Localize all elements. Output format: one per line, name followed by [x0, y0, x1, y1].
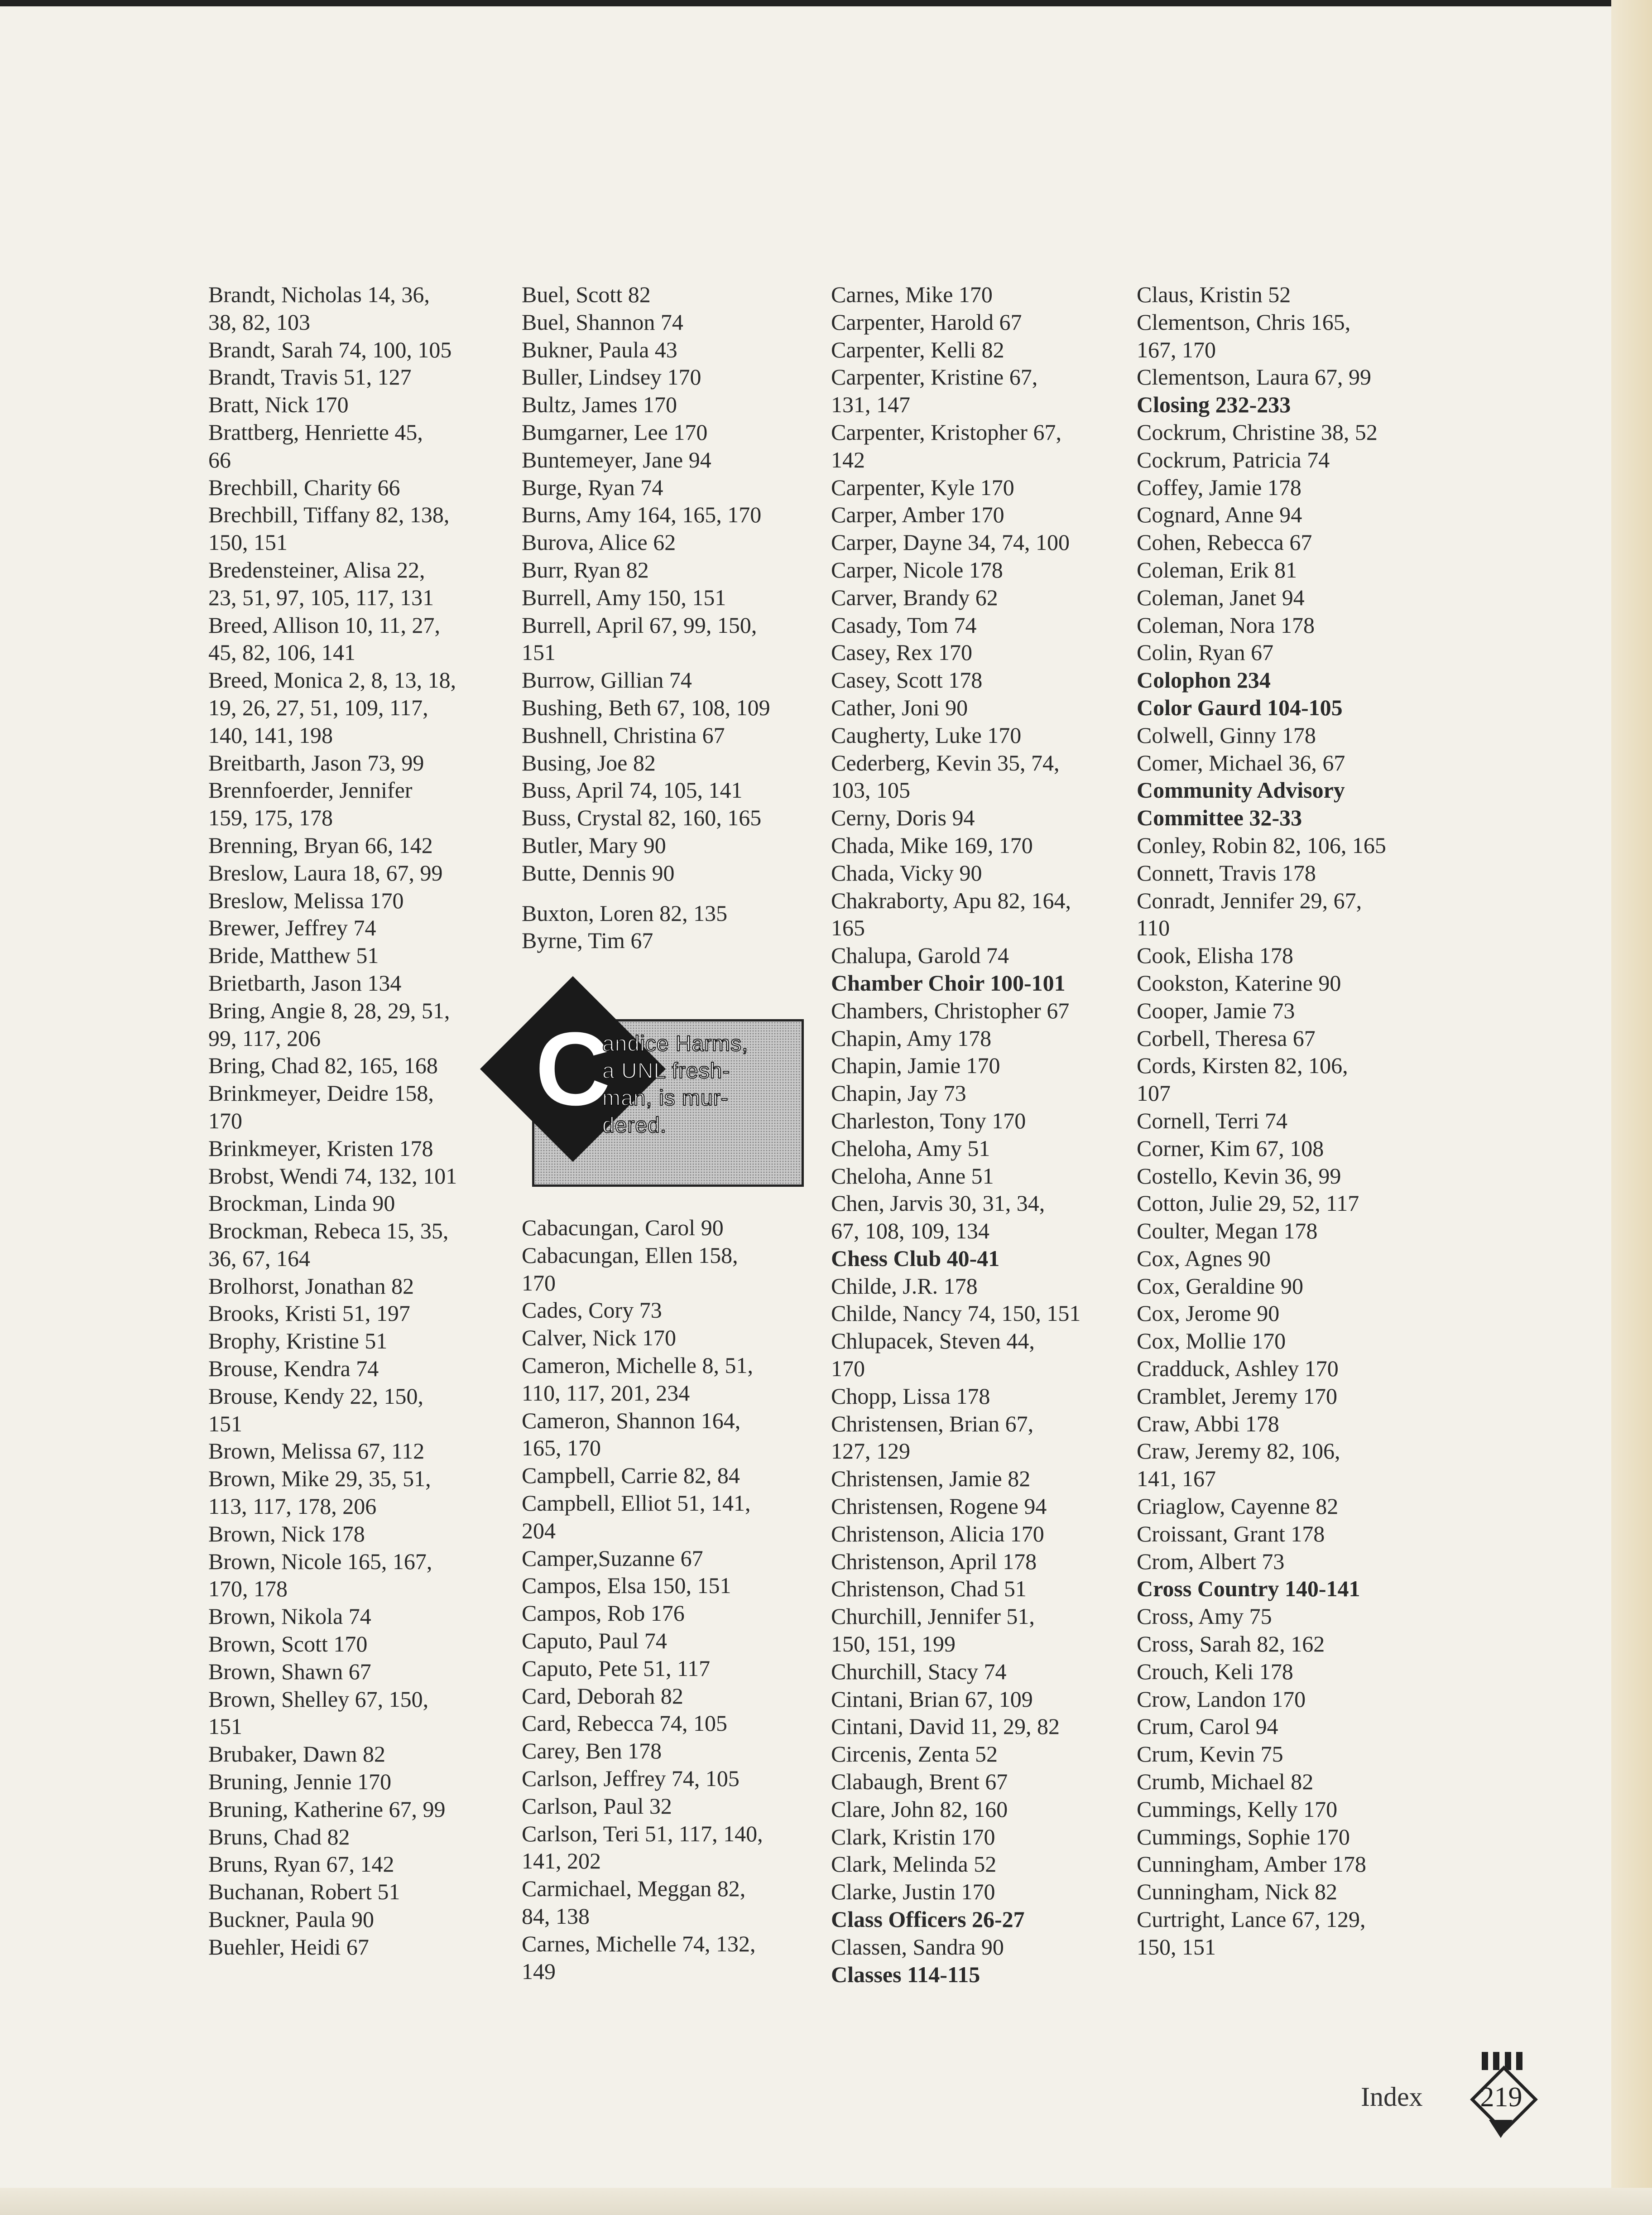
index-entry: Brobst, Wendi 74, 132, 101 [208, 1163, 457, 1189]
index-entry: 170 [522, 1270, 556, 1295]
index-entry: Bushnell, Christina 67 [522, 722, 725, 748]
index-entry: Cradduck, Ashley 170 [1137, 1356, 1339, 1382]
index-entry: Carlson, Jeffrey 74, 105 [522, 1765, 740, 1791]
index-column-1 [208, 281, 498, 1961]
index-entry: Bruning, Katherine 67, 99 [208, 1796, 446, 1822]
index-entry: Bultz, James 170 [522, 392, 677, 418]
index-entry: Brouse, Kendra 74 [208, 1356, 379, 1382]
index-entry: Carnes, Mike 170 [831, 282, 993, 307]
index-entry: Bratt, Nick 170 [208, 392, 349, 418]
index-entry: Burova, Alice 62 [522, 530, 676, 555]
index-entry: Burrow, Gillian 74 [522, 667, 692, 693]
index-entry: Coleman, Janet 94 [1137, 584, 1305, 610]
index-entry: 141, 167 [1137, 1466, 1216, 1492]
index-entry: Cockrum, Christine 38, 52 [1137, 419, 1378, 445]
index-entry: 19, 26, 27, 51, 109, 117, [208, 694, 428, 720]
index-entry: 150, 151, 199 [831, 1631, 956, 1657]
page-number-badge [1467, 2052, 1535, 2143]
index-entry: Cockrum, Patricia 74 [1137, 447, 1330, 472]
index-entry: Christensen, Jamie 82 [831, 1466, 1031, 1492]
index-entry: Casady, Tom 74 [831, 612, 977, 638]
index-entry: Corbell, Theresa 67 [1137, 1025, 1316, 1051]
index-entry: 151 [208, 1411, 242, 1436]
index-entry: Chambers, Christopher 67 [831, 997, 1070, 1023]
index-entry: Carey, Ben 178 [522, 1738, 662, 1764]
index-entry: Christenson, Chad 51 [831, 1576, 1027, 1602]
index-entry: Cunningham, Amber 178 [1137, 1851, 1366, 1877]
index-entry: Crouch, Keli 178 [1137, 1658, 1293, 1684]
index-entry: Brophy, Kristine 51 [208, 1328, 388, 1354]
index-entry: Carper, Nicole 178 [831, 557, 1003, 583]
index-entry: Criaglow, Cayenne 82 [1137, 1493, 1339, 1519]
index-entry: 142 [831, 447, 865, 472]
index-entry: Burr, Ryan 82 [522, 557, 649, 583]
index-entry: Circenis, Zenta 52 [831, 1741, 998, 1767]
index-entry: 150, 151 [208, 530, 288, 555]
index-entry: Burrell, April 67, 99, 150, [522, 612, 757, 638]
index-entry: Calver, Nick 170 [522, 1325, 676, 1351]
index-entry: 150, 151 [1137, 1934, 1216, 1960]
index-entry: Brolhorst, Jonathan 82 [208, 1273, 414, 1299]
index-column-2-lower [522, 1214, 812, 1985]
index-entry: Brouse, Kendy 22, 150, [208, 1383, 423, 1409]
index-entry: 131, 147 [831, 392, 910, 418]
index-entry: Brandt, Nicholas 14, 36, [208, 282, 430, 307]
index-entry: Cintani, David 11, 29, 82 [831, 1714, 1060, 1739]
index-entry: Cook, Elisha 178 [1137, 943, 1293, 968]
index-entry: Breitbarth, Jason 73, 99 [208, 750, 424, 775]
index-entry: Conley, Robin 82, 106, 165 [1137, 832, 1386, 858]
index-entry: Caugherty, Luke 170 [831, 722, 1022, 748]
index-entry: Chess Club 40-41 [831, 1245, 1000, 1271]
index-entry: Coleman, Nora 178 [1137, 612, 1315, 638]
index-entry: Caputo, Pete 51, 117 [522, 1655, 711, 1681]
index-entry: Croissant, Grant 178 [1137, 1521, 1325, 1546]
index-entry: Breed, Monica 2, 8, 13, 18, [208, 667, 456, 693]
index-entry: 204 [522, 1517, 556, 1543]
index-entry: Carlson, Paul 32 [522, 1793, 672, 1819]
index-entry: 140, 141, 198 [208, 722, 333, 748]
index-entry: Chalupa, Garold 74 [831, 943, 1009, 968]
index-entry: 151 [208, 1714, 242, 1739]
index-entry: Cox, Jerome 90 [1137, 1300, 1280, 1326]
index-entry: Busing, Joe 82 [522, 750, 656, 775]
index-entry: Brattberg, Henriette 45, [208, 419, 423, 445]
index-entry: Brenning, Bryan 66, 142 [208, 832, 433, 858]
index-entry: Chamber Choir 100-101 [831, 970, 1066, 996]
index-entry: Breslow, Melissa 170 [208, 887, 404, 913]
index-entry: 110, 117, 201, 234 [522, 1380, 690, 1406]
index-entry: Carlson, Teri 51, 117, 140, [522, 1820, 763, 1846]
index-entry: 84, 138 [522, 1903, 590, 1929]
index-entry: 103, 105 [831, 777, 910, 803]
index-entry: 99, 117, 206 [208, 1025, 321, 1051]
index-entry: Carpenter, Kristine 67, [831, 364, 1038, 390]
footer-section-label: Index [1361, 2082, 1423, 2112]
index-entry: Committee 32-33 [1137, 805, 1302, 831]
index-entry: Brooks, Kristi 51, 197 [208, 1300, 410, 1326]
index-entry: Corner, Kim 67, 108 [1137, 1135, 1324, 1161]
index-entry: 45, 82, 106, 141 [208, 640, 355, 665]
index-entry: Cameron, Michelle 8, 51, [522, 1352, 753, 1378]
index-entry: Burrell, Amy 150, 151 [522, 584, 726, 610]
index-entry: Brandt, Sarah 74, 100, 105 [208, 337, 452, 362]
index-entry: Christensen, Brian 67, [831, 1411, 1034, 1436]
index-entry: Cornell, Terri 74 [1137, 1108, 1288, 1133]
index-entry: Camper,Suzanne 67 [522, 1545, 703, 1571]
index-entry: Brown, Melissa 67, 112 [208, 1438, 425, 1464]
index-entry: Color Gaurd 104-105 [1137, 694, 1343, 720]
index-entry: Cades, Cory 73 [522, 1297, 662, 1323]
index-entry: Burns, Amy 164, 165, 170 [522, 502, 762, 528]
index-entry: Chada, Vicky 90 [831, 860, 982, 886]
index-entry: Childe, Nancy 74, 150, 151 [831, 1300, 1081, 1326]
index-entry: Campos, Rob 176 [522, 1600, 685, 1626]
index-entry: Buehler, Heidi 67 [208, 1934, 369, 1960]
index-entry: Carpenter, Harold 67 [831, 309, 1022, 335]
index-entry: Crow, Landon 170 [1137, 1686, 1306, 1712]
index-entry: 67, 108, 109, 134 [831, 1218, 989, 1244]
index-entry: Cummings, Sophie 170 [1137, 1824, 1350, 1849]
index-entry: Cheloha, Amy 51 [831, 1135, 990, 1161]
index-entry: Bukner, Paula 43 [522, 337, 677, 362]
index-entry: 159, 175, 178 [208, 805, 333, 831]
index-entry: Crom, Albert 73 [1137, 1548, 1285, 1574]
page-number: 219 [1480, 2082, 1522, 2113]
index-entry: 170 [831, 1356, 865, 1382]
callout-line: andice Harms, [602, 1032, 749, 1056]
index-entry: Christenson, April 178 [831, 1548, 1037, 1574]
index-entry: Buller, Lindsey 170 [522, 364, 701, 390]
index-column-4 [1137, 281, 1426, 1961]
index-entry: Cramblet, Jeremy 170 [1137, 1383, 1337, 1409]
index-entry: Crum, Carol 94 [1137, 1714, 1278, 1739]
index-entry: Coulter, Megan 178 [1137, 1218, 1318, 1244]
callout-line: a UNL fresh- [602, 1059, 730, 1083]
index-entry: 151 [522, 640, 556, 665]
index-entry: Cotton, Julie 29, 52, 117 [1137, 1190, 1359, 1216]
index-entry: Brockman, Linda 90 [208, 1190, 395, 1216]
index-entry: Cederberg, Kevin 35, 74, [831, 750, 1060, 775]
index-entry: Clarke, Justin 170 [831, 1879, 995, 1905]
index-entry: Clare, John 82, 160 [831, 1796, 1008, 1822]
index-entry: Brown, Nicole 165, 167, [208, 1548, 432, 1574]
index-entry: Brinkmeyer, Deidre 158, [208, 1080, 434, 1106]
index-entry: Cerny, Doris 94 [831, 805, 975, 831]
index-entry: Clementson, Chris 165, [1137, 309, 1351, 335]
index-entry: 167, 170 [1137, 337, 1216, 362]
index-entry: Churchill, Stacy 74 [831, 1658, 1007, 1684]
index-entry: Brown, Scott 170 [208, 1631, 368, 1657]
index-entry: Christenson, Alicia 170 [831, 1521, 1044, 1546]
index-entry: Chada, Mike 169, 170 [831, 832, 1033, 858]
index-entry: Cords, Kirsten 82, 106, [1137, 1053, 1348, 1079]
index-entry: Carpenter, Kristopher 67, [831, 419, 1061, 445]
index-entry: Byrne, Tim 67 [522, 928, 653, 953]
callout-line: dered. [602, 1113, 667, 1137]
callout-line: man, is mur- [602, 1086, 729, 1110]
index-entry: Colophon 234 [1137, 667, 1271, 693]
index-entry: Breed, Allison 10, 11, 27, [208, 612, 441, 638]
index-entry: Campos, Elsa 150, 151 [522, 1573, 731, 1599]
index-entry: Buel, Scott 82 [522, 282, 651, 307]
index-entry: Community Advisory [1137, 777, 1345, 803]
index-entry: Casey, Rex 170 [831, 640, 972, 665]
index-entry: Card, Rebecca 74, 105 [522, 1710, 728, 1736]
index-entry: Cox, Geraldine 90 [1137, 1273, 1303, 1299]
index-column-2 [522, 281, 812, 954]
index-entry: Carnes, Michelle 74, 132, [522, 1931, 756, 1956]
index-entry: Brennfoerder, Jennifer [208, 777, 413, 803]
index-entry: 23, 51, 97, 105, 117, 131 [208, 584, 434, 610]
index-entry: Cognard, Anne 94 [1137, 502, 1302, 528]
index-entry: 165 [831, 915, 865, 941]
index-entry: Bruning, Jennie 170 [208, 1769, 392, 1795]
index-entry: Buckner, Paula 90 [208, 1907, 374, 1932]
index-entry: Conradt, Jennifer 29, 67, [1137, 887, 1362, 913]
index-entry: Buss, Crystal 82, 160, 165 [522, 805, 762, 831]
index-entry: Christensen, Rogene 94 [831, 1493, 1047, 1519]
index-entry: 66 [208, 447, 231, 472]
index-entry: Cameron, Shannon 164, [522, 1407, 741, 1433]
index-entry: Comer, Michael 36, 67 [1137, 750, 1345, 775]
index-entry: 127, 129 [831, 1438, 910, 1464]
index-entry: Casey, Scott 178 [831, 667, 983, 693]
index-entry: Cintani, Brian 67, 109 [831, 1686, 1033, 1712]
index-entry: Chopp, Lissa 178 [831, 1383, 990, 1409]
index-entry: Colin, Ryan 67 [1137, 640, 1274, 665]
sidebar-callout [491, 983, 808, 1191]
index-entry: Cunningham, Nick 82 [1137, 1879, 1338, 1905]
index-entry: Clabaugh, Brent 67 [831, 1769, 1008, 1795]
index-entry: Brown, Shelley 67, 150, [208, 1686, 429, 1712]
index-entry: Breslow, Laura 18, 67, 99 [208, 860, 443, 886]
index-entry: Cross Country 140-141 [1137, 1576, 1360, 1602]
index-entry: Carpenter, Kelli 82 [831, 337, 1004, 362]
index-entry: Bredensteiner, Alisa 22, [208, 557, 425, 583]
index-entry: 110 [1137, 915, 1170, 941]
index-entry: Carper, Dayne 34, 74, 100 [831, 530, 1070, 555]
callout-text [602, 1030, 792, 1139]
page-top-edge [0, 0, 1652, 6]
index-entry: Carmichael, Meggan 82, [522, 1876, 746, 1902]
index-entry: Chapin, Jamie 170 [831, 1053, 1000, 1079]
index-entry: Bumgarner, Lee 170 [522, 419, 708, 445]
index-entry: Classen, Sandra 90 [831, 1934, 1004, 1960]
index-entry: Brinkmeyer, Kristen 178 [208, 1135, 433, 1161]
index-entry: 170 [208, 1108, 242, 1133]
index-entry: Brown, Nick 178 [208, 1521, 365, 1546]
callout-initial: C [535, 1011, 611, 1127]
index-entry: Cheloha, Anne 51 [831, 1163, 994, 1189]
index-entry: Butler, Mary 90 [522, 832, 666, 858]
index-entry: Chlupacek, Steven 44, [831, 1328, 1035, 1354]
index-entry: Clementson, Laura 67, 99 [1137, 364, 1371, 390]
index-entry: 107 [1137, 1080, 1171, 1106]
index-entry: Bring, Angie 8, 28, 29, 51, [208, 997, 450, 1023]
index-entry: Cookston, Katerine 90 [1137, 970, 1341, 996]
index-entry: Brechbill, Charity 66 [208, 474, 400, 500]
index-entry: Bride, Matthew 51 [208, 943, 379, 968]
index-entry: Cox, Agnes 90 [1137, 1245, 1271, 1271]
index-entry: Butte, Dennis 90 [522, 860, 675, 886]
index-entry: Class Officers 26-27 [831, 1907, 1025, 1932]
page-bottom-edge [0, 2188, 1652, 2215]
index-entry: Brown, Nikola 74 [208, 1603, 371, 1629]
index-entry: Brown, Shawn 67 [208, 1658, 371, 1684]
index-entry: 113, 117, 178, 206 [208, 1493, 377, 1519]
index-entry: 141, 202 [522, 1848, 601, 1874]
index-entry: Card, Deborah 82 [522, 1683, 683, 1709]
index-entry: Carver, Brandy 62 [831, 584, 998, 610]
index-entry: Claus, Kristin 52 [1137, 282, 1291, 307]
index-entry: Coleman, Erik 81 [1137, 557, 1297, 583]
index-entry: Bruns, Chad 82 [208, 1824, 350, 1849]
index-entry: Chapin, Amy 178 [831, 1025, 992, 1051]
index-entry: Classes 114-115 [831, 1961, 980, 1987]
index-entry: Brandt, Travis 51, 127 [208, 364, 412, 390]
index-entry: Chakraborty, Apu 82, 164, [831, 887, 1071, 913]
index-entry: Brewer, Jeffrey 74 [208, 915, 376, 941]
badge-arrow-icon [1489, 2120, 1513, 2138]
index-entry: Childe, J.R. 178 [831, 1273, 978, 1299]
index-entry: Crumb, Michael 82 [1137, 1769, 1314, 1795]
index-column-3 [831, 281, 1121, 1988]
index-entry: Brietbarth, Jason 134 [208, 970, 402, 996]
index-entry: 149 [522, 1958, 556, 1984]
index-entry: Brechbill, Tiffany 82, 138, [208, 502, 450, 528]
index-entry: 38, 82, 103 [208, 309, 310, 335]
index-entry: Carpenter, Kyle 170 [831, 474, 1014, 500]
index-entry: Carper, Amber 170 [831, 502, 1004, 528]
index-entry: Connett, Travis 178 [1137, 860, 1316, 886]
index-entry: 170, 178 [208, 1576, 288, 1602]
index-entry: Chen, Jarvis 30, 31, 34, [831, 1190, 1045, 1216]
index-entry: Charleston, Tony 170 [831, 1108, 1026, 1133]
index-entry: Coffey, Jamie 178 [1137, 474, 1301, 500]
index-entry: Clark, Kristin 170 [831, 1824, 995, 1849]
index-entry: 36, 67, 164 [208, 1245, 310, 1271]
index-entry: Buel, Shannon 74 [522, 309, 683, 335]
index-entry: Curtright, Lance 67, 129, [1137, 1907, 1366, 1932]
index-entry: Cather, Joni 90 [831, 694, 968, 720]
index-entry: Churchill, Jennifer 51, [831, 1603, 1035, 1629]
index-entry: Cabacungan, Carol 90 [522, 1215, 724, 1240]
index-entry: Bruns, Ryan 67, 142 [208, 1851, 394, 1877]
index-entry: Bring, Chad 82, 165, 168 [208, 1053, 438, 1079]
index-entry: Cohen, Rebecca 67 [1137, 530, 1312, 555]
index-entry: Chapin, Jay 73 [831, 1080, 966, 1106]
index-entry: Buntemeyer, Jane 94 [522, 447, 711, 472]
index-entry: Clark, Melinda 52 [831, 1851, 997, 1877]
index-entry: Brubaker, Dawn 82 [208, 1741, 385, 1767]
index-entry: Buxton, Loren 82, 135 [522, 900, 728, 926]
index-entry: Caputo, Paul 74 [522, 1628, 667, 1653]
index-entry: Cooper, Jamie 73 [1137, 997, 1295, 1023]
index-entry: Campbell, Carrie 82, 84 [522, 1463, 740, 1488]
index-entry: Burge, Ryan 74 [522, 474, 663, 500]
index-entry: Cummings, Kelly 170 [1137, 1796, 1338, 1822]
index-entry: Bushing, Beth 67, 108, 109 [522, 694, 770, 720]
page-right-edge [1611, 0, 1652, 2215]
index-entry: 165, 170 [522, 1435, 601, 1461]
index-entry: Colwell, Ginny 178 [1137, 722, 1316, 748]
index-entry: Cross, Amy 75 [1137, 1603, 1272, 1629]
index-entry: Campbell, Elliot 51, 141, [522, 1490, 751, 1516]
index-entry: Crum, Kevin 75 [1137, 1741, 1283, 1767]
index-entry: Craw, Abbi 178 [1137, 1411, 1279, 1436]
index-entry: Cross, Sarah 82, 162 [1137, 1631, 1325, 1657]
index-entry: Cox, Mollie 170 [1137, 1328, 1286, 1354]
index-entry: Brockman, Rebeca 15, 35, [208, 1218, 449, 1244]
index-entry: Closing 232-233 [1137, 392, 1291, 418]
index-entry: Cabacungan, Ellen 158, [522, 1242, 738, 1268]
index-entry: Buchanan, Robert 51 [208, 1879, 400, 1905]
index-entry: Costello, Kevin 36, 99 [1137, 1163, 1341, 1189]
index-entry: Craw, Jeremy 82, 106, [1137, 1438, 1340, 1464]
index-entry: Brown, Mike 29, 35, 51, [208, 1466, 431, 1492]
index-entry: Buss, April 74, 105, 141 [522, 777, 743, 803]
